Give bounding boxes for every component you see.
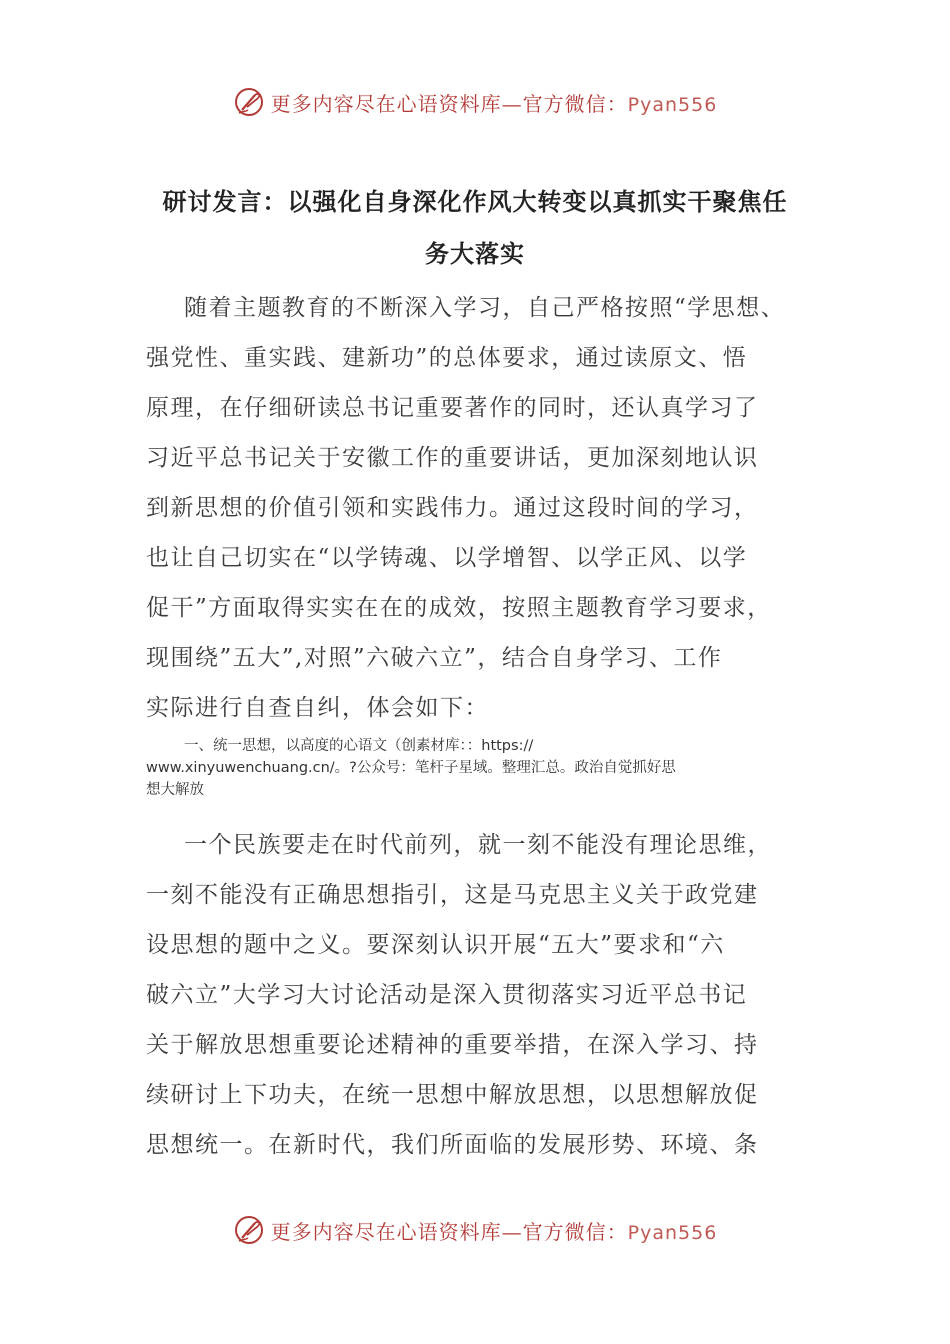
paragraph-line: 原理，在仔细研读总书记重要著作的同时，还认真学习了 [146, 395, 759, 421]
section-heading [146, 735, 826, 801]
quill-logo-icon [233, 1214, 265, 1246]
footer-banner [0, 1210, 950, 1250]
paragraph-line: 现围绕”五大”,对照”六破六立”，结合自身学习、工作 [146, 645, 723, 671]
paragraph-line: 到新思想的价值引领和实践伟力。通过这段时间的学习， [146, 495, 759, 521]
document-title [145, 176, 805, 280]
paragraph-line: 破六立”大学习大讨论活动是深入贯彻落实习近平总书记 [146, 982, 748, 1008]
paragraph-line: 续研讨上下功夫，在统一思想中解放思想，以思想解放促 [146, 1082, 759, 1108]
paragraph-line: 强党性、重实践、建新功”的总体要求，通过读原文、悟 [146, 345, 748, 371]
paragraph-line: 实际进行自查自纠，体会如下： [146, 695, 489, 721]
title-line-2: 务大落实 [425, 240, 525, 268]
paragraph-line: 思想统一。在新时代，我们所面临的发展形势、环境、条 [146, 1132, 759, 1158]
paragraph-line: 促干”方面取得实实在在的成效，按照主题教育学习要求， [146, 595, 772, 621]
paragraph-line: 关于解放思想重要论述精神的重要举措，在深入学习、持 [146, 1032, 759, 1058]
wechat-id: Pyan556 [627, 93, 718, 116]
paragraph-line: 设思想的题中之义。要深刻认识开展“五大”要求和“六 [146, 932, 725, 958]
section-heading-line: 一、统一思想，以高度的心语文（创素材库：：https:// [184, 738, 534, 754]
paragraph-line: 随着主题教育的不断深入学习，自己严格按照“学思想、 [184, 295, 786, 321]
section-heading-line: www.xinyuwenchuang.cn/。?公众号：笔杆子星域。整理汇总。政治自觉抓好思 [146, 760, 676, 776]
wechat-id: Pyan556 [627, 1221, 718, 1244]
intro-paragraph [146, 283, 826, 733]
paragraph-line: 习近平总书记关于安徽工作的重要讲话，更加深刻地认识 [146, 445, 759, 471]
paragraph-line: 一个民族要走在时代前列，就一刻不能没有理论思维， [184, 832, 772, 858]
banner-text: 更多内容尽在心语资料库—官方微信：Pyan556 [270, 1219, 718, 1244]
title-line-1: 研讨发言：以强化自身深化作风大转变以真抓实干聚焦任 [162, 188, 788, 216]
banner-text: 更多内容尽在心语资料库—官方微信：Pyan556 [270, 91, 718, 116]
paragraph-line: 一刻不能没有正确思想指引，这是马克思主义关于政党建 [146, 882, 759, 908]
header-banner [0, 82, 950, 122]
paragraph-line: 也让自己切实在“以学铸魂、以学增智、以学正风、以学 [146, 545, 748, 571]
section-heading-line: 想大解放 [146, 782, 204, 798]
body-paragraph [146, 820, 826, 1170]
quill-logo-icon [233, 86, 265, 118]
